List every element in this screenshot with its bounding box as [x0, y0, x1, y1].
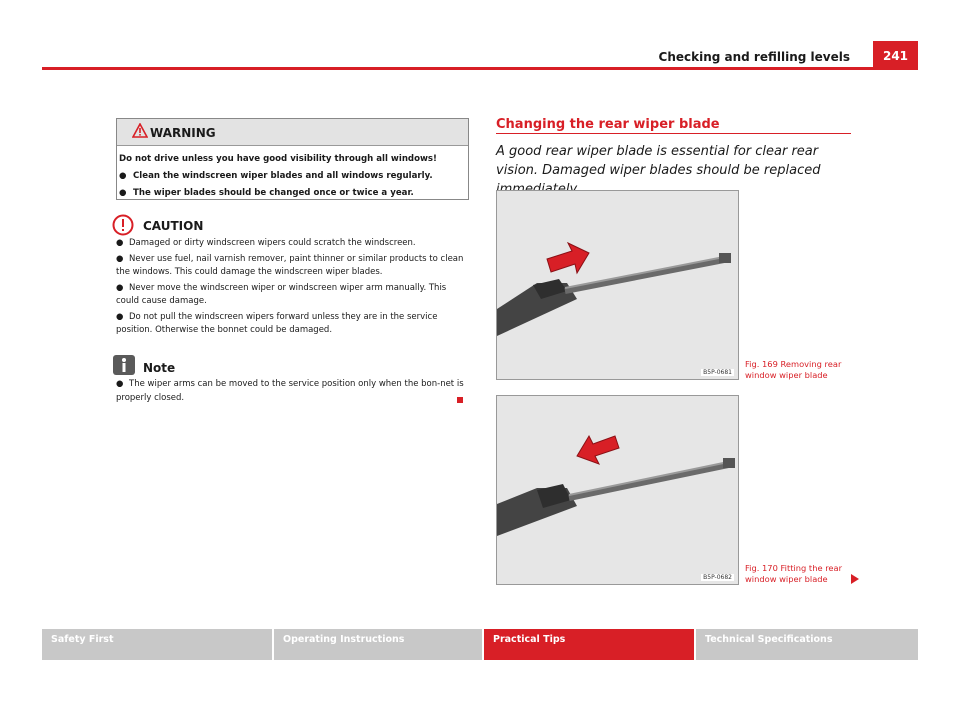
figure-caption: Fig. 170 Fitting the rear window wiper blade — [745, 563, 843, 584]
figure-code: B5P-0681 — [703, 369, 732, 376]
note-item: ● The wiper arms can be moved to the service position only when the bon-net is properly closed. — [116, 379, 464, 403]
header-rule — [42, 67, 918, 70]
page-number: 241 — [873, 41, 918, 67]
tab-safety-first[interactable]: Safety First — [42, 629, 272, 660]
warning-bullet: ● Clean the windscreen wiper blades and all windows regularly. — [119, 171, 433, 181]
warning-bullet: ● The wiper blades should be changed once or twice a year. — [119, 188, 414, 198]
caution-item: ● Never use fuel, nail varnish remover, paint thinner or similar products to clean the windows. This could damage the windscreen wiper blades. — [116, 253, 464, 277]
tab-practical-tips[interactable]: Practical Tips — [484, 629, 694, 660]
figure-removing-wiper — [496, 190, 739, 380]
warning-body — [117, 146, 468, 202]
note-info-icon — [112, 354, 136, 376]
warning-header — [117, 119, 468, 146]
running-header: Checking and refilling levels — [658, 50, 850, 64]
figure-code: B5P-0682 — [703, 574, 732, 581]
section-lead: A good rear wiper blade is essential for clear rear vision. Damaged wiper blades should be replaced — [496, 144, 821, 178]
note-title: Note — [143, 361, 176, 375]
tab-technical-specifications[interactable]: Technical Specifications — [696, 629, 918, 660]
caution-title: CAUTION — [143, 219, 204, 233]
section-end-mark — [457, 397, 463, 403]
section-title: Changing the rear wiper blade — [496, 117, 720, 132]
figure-fitting-wiper — [496, 395, 739, 585]
warning-box — [116, 118, 469, 200]
tab-operating-instructions[interactable]: Operating Instructions — [274, 629, 482, 660]
wiper-fitting-illustration — [497, 396, 738, 584]
warning-title: WARNING — [150, 126, 216, 140]
caution-item: ● Never move the windscreen wiper or windscreen wiper arm manually. This could cause damage. — [116, 282, 447, 306]
note-list — [116, 378, 468, 405]
caution-icon — [112, 214, 134, 236]
footer-nav — [42, 629, 918, 660]
continue-arrow-icon — [851, 574, 859, 584]
warning-triangle-icon — [132, 123, 148, 138]
caution-list — [116, 237, 468, 340]
figure-caption: Fig. 169 Removing rear window wiper blade — [745, 359, 842, 380]
section-rule — [496, 133, 851, 134]
warning-lead: Do not drive unless you have good visibility through all windows! — [119, 154, 437, 164]
wiper-removal-illustration — [497, 191, 738, 379]
caution-item: ● Damaged or dirty windscreen wipers could scratch the windscreen. — [116, 238, 416, 248]
caution-item: ● Do not pull the windscreen wipers forward unless they are in the service position. Otherwise the bonnet could be damaged. — [116, 311, 438, 335]
